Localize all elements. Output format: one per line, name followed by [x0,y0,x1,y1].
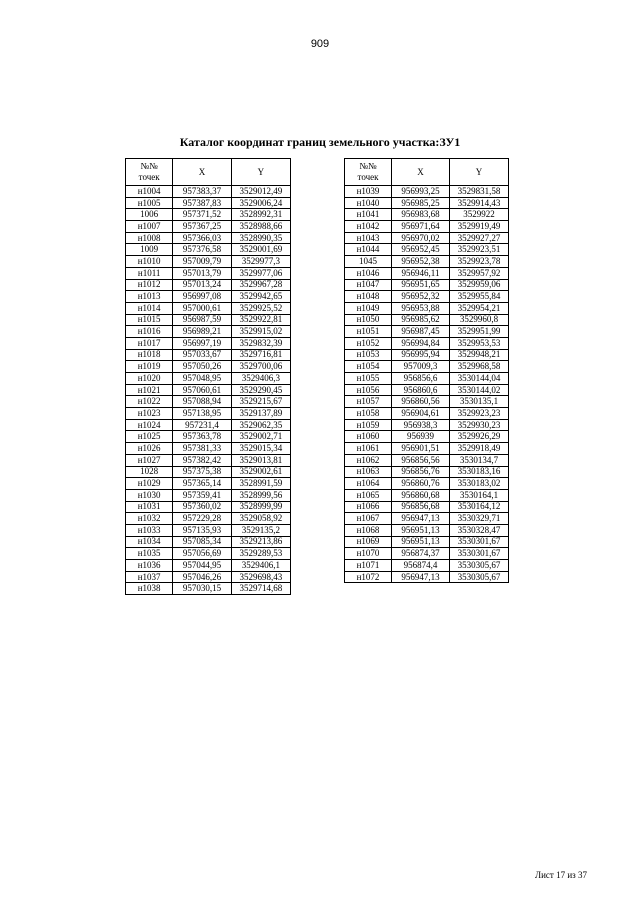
point-number-cell: н1059 [345,419,392,431]
x-coordinate-cell: 956856,76 [392,466,450,478]
x-coordinate-cell: 957050,26 [173,361,231,373]
point-number-cell: н1069 [345,536,392,548]
table-row [126,466,291,478]
y-coordinate-cell: 3530164,12 [450,501,509,513]
table-row [126,361,291,373]
table-row [126,197,291,209]
x-coordinate-cell: 957375,38 [173,466,231,478]
x-coordinate-cell: 956874,37 [392,548,450,560]
y-coordinate-cell: 3528991,59 [231,478,290,490]
x-coordinate-cell: 956971,64 [392,221,450,233]
table-row [126,337,291,349]
point-number-cell: н1047 [345,279,392,291]
point-number-cell: н1044 [345,244,392,256]
point-number-cell: н1013 [126,291,173,303]
x-coordinate-cell: 957371,52 [173,209,231,221]
point-number-cell: н1035 [126,548,173,560]
point-number-cell: н1017 [126,337,173,349]
table-row [126,524,291,536]
y-coordinate-cell: 3529942,65 [231,291,290,303]
table-row [345,373,509,385]
y-coordinate-cell: 3529015,34 [231,443,290,455]
point-number-cell: н1050 [345,314,392,326]
table-row [345,524,509,536]
table-row [126,408,291,420]
table-row [345,267,509,279]
x-coordinate-cell: 956904,61 [392,408,450,420]
table-row [345,314,509,326]
point-number-cell: н1032 [126,513,173,525]
x-coordinate-cell: 956938,3 [392,419,450,431]
y-coordinate-cell: 3529914,43 [450,197,509,209]
table-row [126,302,291,314]
x-coordinate-cell: 957376,58 [173,244,231,256]
y-coordinate-cell: 3530301,67 [450,536,509,548]
y-coordinate-cell: 3529930,23 [450,419,509,431]
y-coordinate-cell: 3530329,71 [450,513,509,525]
x-coordinate-cell: 956994,84 [392,337,450,349]
y-coordinate-cell: 3529013,81 [231,454,290,466]
x-coordinate-cell: 957231,4 [173,419,231,431]
y-coordinate-cell: 3529406,3 [231,373,290,385]
table-row [126,571,291,583]
x-coordinate-cell: 957013,24 [173,279,231,291]
point-number-cell: н1008 [126,232,173,244]
catalog-title: Каталог координат границ земельного участка:ЗУ1 [179,135,461,149]
sheet-footer: Лист 17 из 37 [535,870,587,880]
point-number-cell: н1043 [345,232,392,244]
point-number-cell: н1024 [126,419,173,431]
x-coordinate-cell: 956860,68 [392,489,450,501]
x-coordinate-cell: 956987,45 [392,326,450,338]
x-coordinate-cell: 957056,69 [173,548,231,560]
point-number-cell: н1016 [126,326,173,338]
y-coordinate-cell: 3529918,49 [450,443,509,455]
point-number-cell: н1036 [126,560,173,572]
x-coordinate-cell: 956985,62 [392,314,450,326]
point-number-cell: н1066 [345,501,392,513]
point-number-cell: н1070 [345,548,392,560]
table-row [345,396,509,408]
x-coordinate-cell: 957030,15 [173,583,231,595]
y-coordinate-cell: 3528999,99 [231,501,290,513]
x-coordinate-cell: 956953,88 [392,302,450,314]
coordinates-table-right [344,158,509,583]
table-row [345,536,509,548]
point-number-cell: 1006 [126,209,173,221]
table-row [126,396,291,408]
point-number-cell: н1071 [345,560,392,572]
y-coordinate-cell: 3529953,53 [450,337,509,349]
point-number-cell: н1060 [345,431,392,443]
table-row [345,349,509,361]
x-header: X [392,159,450,186]
point-number-cell: н1037 [126,571,173,583]
point-number-cell: н1058 [345,408,392,420]
y-coordinate-cell: 3529923,51 [450,244,509,256]
table-row [126,478,291,490]
table-row [345,419,509,431]
table-row [126,186,291,198]
point-number-cell: н1039 [345,186,392,198]
y-coordinate-cell: 3529960,8 [450,314,509,326]
table-row [126,548,291,560]
table-row [345,454,509,466]
table-row [345,431,509,443]
y-coordinate-cell: 3529700,06 [231,361,290,373]
x-coordinate-cell: 956856,56 [392,454,450,466]
point-number-cell: 1045 [345,256,392,268]
x-coordinate-cell: 956860,76 [392,478,450,490]
y-coordinate-cell: 3529955,84 [450,291,509,303]
point-number-cell: н1052 [345,337,392,349]
x-coordinate-cell: 956947,13 [392,513,450,525]
y-coordinate-cell: 3530183,02 [450,478,509,490]
x-coordinate-cell: 956952,38 [392,256,450,268]
y-coordinate-cell: 3529968,58 [450,361,509,373]
point-number-header [126,159,173,186]
table-row [126,291,291,303]
x-coordinate-cell: 957088,94 [173,396,231,408]
table-row [345,337,509,349]
x-coordinate-cell: 957000,61 [173,302,231,314]
table-row [126,244,291,256]
point-number-cell: н1020 [126,373,173,385]
table-body-left [126,186,291,595]
x-coordinate-cell: 957366,03 [173,232,231,244]
y-coordinate-cell: 3529290,45 [231,384,290,396]
x-coordinate-cell: 957387,83 [173,197,231,209]
x-coordinate-cell: 957085,34 [173,536,231,548]
point-number-cell: н1068 [345,524,392,536]
table-header-row [126,159,291,186]
y-coordinate-cell: 3529954,21 [450,302,509,314]
table-row [345,221,509,233]
x-coordinate-cell: 956856,68 [392,501,450,513]
y-coordinate-cell: 3529919,49 [450,221,509,233]
y-coordinate-cell: 3529058,92 [231,513,290,525]
point-number-cell: н1021 [126,384,173,396]
table-row [345,443,509,455]
point-number-cell: н1063 [345,466,392,478]
y-coordinate-cell: 3530305,67 [450,560,509,572]
x-coordinate-cell: 956946,11 [392,267,450,279]
point-number-cell: н1064 [345,478,392,490]
table-header-row [345,159,509,186]
x-coordinate-cell: 956985,25 [392,197,450,209]
table-row [345,326,509,338]
table-row [126,489,291,501]
point-number-cell: н1030 [126,489,173,501]
point-number-header-line2: точек [357,172,379,182]
point-number-cell: н1049 [345,302,392,314]
y-coordinate-cell: 3529002,71 [231,431,290,443]
point-number-cell: н1065 [345,489,392,501]
point-number-cell: н1031 [126,501,173,513]
point-number-cell: н1007 [126,221,173,233]
point-number-cell: н1033 [126,524,173,536]
x-coordinate-cell: 957365,14 [173,478,231,490]
table-row [345,560,509,572]
table-row [345,513,509,525]
table-row [126,326,291,338]
table-row [345,548,509,560]
point-number-cell: н1056 [345,384,392,396]
point-number-cell: н1023 [126,408,173,420]
table-row [126,267,291,279]
x-coordinate-cell: 957138,95 [173,408,231,420]
y-coordinate-cell: 3529002,61 [231,466,290,478]
point-number-header-line1: №№ [140,161,158,171]
point-number-cell: н1057 [345,396,392,408]
x-header: X [173,159,231,186]
table-row [126,209,291,221]
table-row [126,221,291,233]
x-coordinate-cell: 956995,94 [392,349,450,361]
y-coordinate-cell: 3528990,35 [231,232,290,244]
x-coordinate-cell: 957135,93 [173,524,231,536]
table-row [126,501,291,513]
y-coordinate-cell: 3530135,1 [450,396,509,408]
point-number-cell: н1055 [345,373,392,385]
table-row [126,256,291,268]
x-coordinate-cell: 956947,13 [392,571,450,583]
x-coordinate-cell: 957044,95 [173,560,231,572]
y-coordinate-cell: 3529832,39 [231,337,290,349]
y-coordinate-cell: 3529915,02 [231,326,290,338]
x-coordinate-cell: 957009,3 [392,361,450,373]
point-number-header-line2: точек [138,172,160,182]
x-coordinate-cell: 956951,13 [392,536,450,548]
x-coordinate-cell: 957048,95 [173,373,231,385]
y-header: Y [450,159,509,186]
y-coordinate-cell: 3529831,58 [450,186,509,198]
table-row [345,361,509,373]
y-coordinate-cell: 3529927,27 [450,232,509,244]
table-row [345,302,509,314]
point-number-cell: н1054 [345,361,392,373]
point-number-cell: н1061 [345,443,392,455]
table-row [345,244,509,256]
point-number-cell: н1062 [345,454,392,466]
table-row [345,501,509,513]
table-row [345,186,509,198]
x-coordinate-cell: 957363,78 [173,431,231,443]
point-number-cell: н1053 [345,349,392,361]
x-coordinate-cell: 956951,13 [392,524,450,536]
point-number-cell: н1014 [126,302,173,314]
table-row [345,209,509,221]
point-number-cell: н1046 [345,267,392,279]
y-coordinate-cell: 3528999,56 [231,489,290,501]
table-row [345,408,509,420]
table-row [345,571,509,583]
table-row [345,256,509,268]
y-coordinate-cell: 3529926,29 [450,431,509,443]
point-number-cell: н1038 [126,583,173,595]
x-coordinate-cell: 957229,28 [173,513,231,525]
x-coordinate-cell: 956989,21 [173,326,231,338]
y-coordinate-cell: 3529977,3 [231,256,290,268]
point-number-header-line1: №№ [359,161,377,171]
point-number-cell: н1034 [126,536,173,548]
table-row [345,279,509,291]
point-number-cell: 1009 [126,244,173,256]
x-coordinate-cell: 957383,37 [173,186,231,198]
point-number-cell: 1028 [126,466,173,478]
point-number-cell: н1067 [345,513,392,525]
x-coordinate-cell: 957359,41 [173,489,231,501]
table-row [126,373,291,385]
x-coordinate-cell: 957367,25 [173,221,231,233]
table-row [126,384,291,396]
table-row [126,454,291,466]
table-row [126,419,291,431]
y-coordinate-cell: 3529406,1 [231,560,290,572]
table-row [126,513,291,525]
coordinates-table-left [125,158,291,595]
point-number-cell: н1048 [345,291,392,303]
point-number-cell: н1026 [126,443,173,455]
point-number-cell: н1022 [126,396,173,408]
x-coordinate-cell: 956874,4 [392,560,450,572]
y-coordinate-cell: 3530305,67 [450,571,509,583]
y-coordinate-cell: 3529213,86 [231,536,290,548]
y-coordinate-cell: 3529977,06 [231,267,290,279]
y-coordinate-cell: 3529716,81 [231,349,290,361]
table-row [126,232,291,244]
point-number-cell: н1012 [126,279,173,291]
y-coordinate-cell: 3530183,16 [450,466,509,478]
x-coordinate-cell: 957033,67 [173,349,231,361]
point-number-cell: н1027 [126,454,173,466]
x-coordinate-cell: 957381,33 [173,443,231,455]
y-coordinate-cell: 3528992,31 [231,209,290,221]
x-coordinate-cell: 956860,56 [392,396,450,408]
y-coordinate-cell: 3530328,47 [450,524,509,536]
point-number-cell: н1005 [126,197,173,209]
y-coordinate-cell: 3528988,66 [231,221,290,233]
y-coordinate-cell: 3529698,43 [231,571,290,583]
y-coordinate-cell: 3529923,23 [450,408,509,420]
y-coordinate-cell: 3530144,02 [450,384,509,396]
point-number-cell: н1025 [126,431,173,443]
table-row [126,536,291,548]
y-coordinate-cell: 3529922,81 [231,314,290,326]
y-header: Y [231,159,290,186]
y-coordinate-cell: 3529215,67 [231,396,290,408]
y-coordinate-cell: 3529925,52 [231,302,290,314]
y-coordinate-cell: 3530301,67 [450,548,509,560]
y-coordinate-cell: 3529137,89 [231,408,290,420]
y-coordinate-cell: 3529289,53 [231,548,290,560]
y-coordinate-cell: 3530144,04 [450,373,509,385]
point-number-cell: н1011 [126,267,173,279]
y-coordinate-cell: 3529001,69 [231,244,290,256]
table-row [345,384,509,396]
x-coordinate-cell: 957382,42 [173,454,231,466]
y-coordinate-cell: 3529957,92 [450,267,509,279]
table-body-right [345,186,509,583]
point-number-cell: н1041 [345,209,392,221]
y-coordinate-cell: 3529922 [450,209,509,221]
point-number-cell: н1010 [126,256,173,268]
table-row [126,443,291,455]
table-row [126,314,291,326]
x-coordinate-cell: 956939 [392,431,450,443]
point-number-cell: н1029 [126,478,173,490]
table-row [126,560,291,572]
x-coordinate-cell: 956993,25 [392,186,450,198]
table-row [345,232,509,244]
y-coordinate-cell: 3529948,21 [450,349,509,361]
y-coordinate-cell: 3529714,68 [231,583,290,595]
point-number-cell: н1042 [345,221,392,233]
x-coordinate-cell: 956997,08 [173,291,231,303]
point-number-cell: н1015 [126,314,173,326]
x-coordinate-cell: 957046,26 [173,571,231,583]
point-number-cell: н1019 [126,361,173,373]
x-coordinate-cell: 956951,65 [392,279,450,291]
x-coordinate-cell: 956860,6 [392,384,450,396]
table-row [345,291,509,303]
x-coordinate-cell: 956983,68 [392,209,450,221]
x-coordinate-cell: 957060,61 [173,384,231,396]
page-number: 909 [310,38,330,50]
y-coordinate-cell: 3529967,28 [231,279,290,291]
point-number-cell: н1051 [345,326,392,338]
x-coordinate-cell: 956952,45 [392,244,450,256]
y-coordinate-cell: 3529923,78 [450,256,509,268]
x-coordinate-cell: 956952,32 [392,291,450,303]
table-row [126,279,291,291]
y-coordinate-cell: 3529135,2 [231,524,290,536]
point-number-cell: н1004 [126,186,173,198]
x-coordinate-cell: 957013,79 [173,267,231,279]
y-coordinate-cell: 3529959,06 [450,279,509,291]
x-coordinate-cell: 956970,02 [392,232,450,244]
table-row [345,197,509,209]
x-coordinate-cell: 957360,02 [173,501,231,513]
point-number-cell: н1018 [126,349,173,361]
y-coordinate-cell: 3529006,24 [231,197,290,209]
point-number-cell: н1040 [345,197,392,209]
y-coordinate-cell: 3530134,7 [450,454,509,466]
y-coordinate-cell: 3529951,99 [450,326,509,338]
point-number-cell: н1072 [345,571,392,583]
table-row [345,478,509,490]
x-coordinate-cell: 956997,19 [173,337,231,349]
point-number-header [345,159,392,186]
x-coordinate-cell: 956987,59 [173,314,231,326]
table-row [345,489,509,501]
y-coordinate-cell: 3529012,49 [231,186,290,198]
table-row [126,583,291,595]
table-row [126,349,291,361]
x-coordinate-cell: 956901,51 [392,443,450,455]
x-coordinate-cell: 956856,6 [392,373,450,385]
table-row [345,466,509,478]
table-row [126,431,291,443]
y-coordinate-cell: 3530164,1 [450,489,509,501]
y-coordinate-cell: 3529062,35 [231,419,290,431]
x-coordinate-cell: 957009,79 [173,256,231,268]
